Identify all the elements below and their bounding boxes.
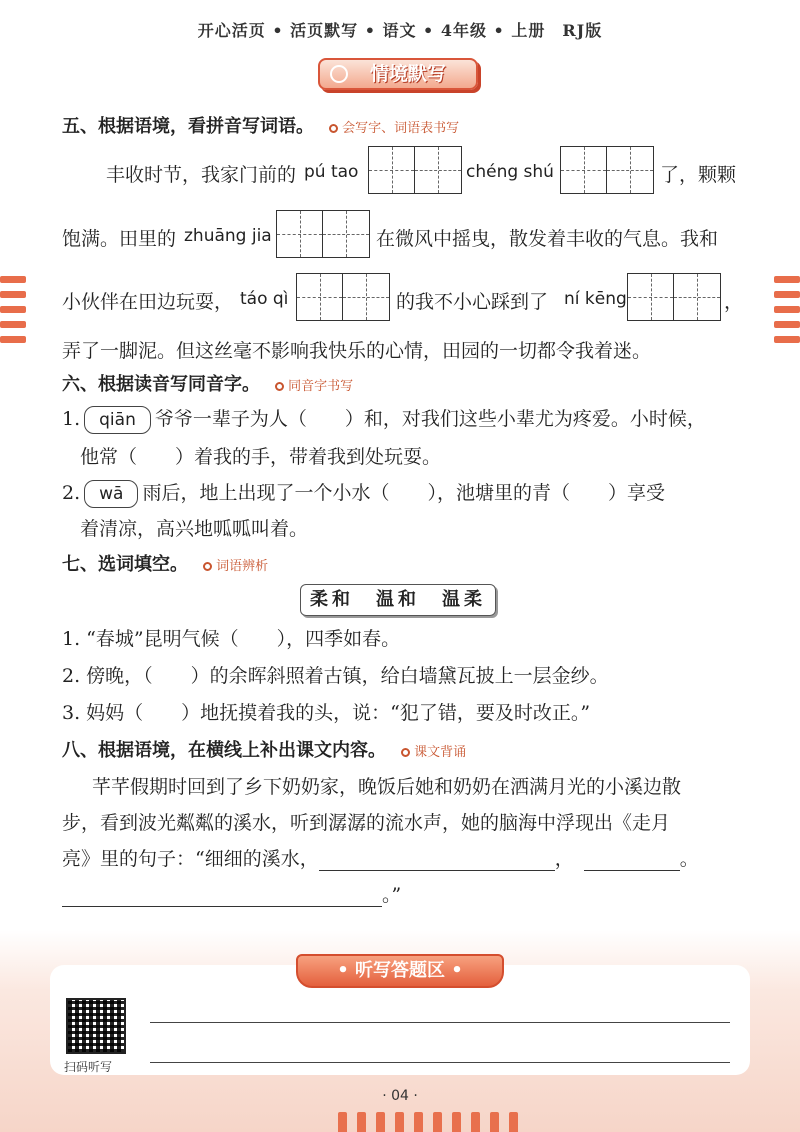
s5-answer-grid-4[interactable] — [296, 273, 390, 321]
s6-q1-line1 — [62, 404, 706, 434]
s8-line4-end: 。” — [382, 884, 402, 906]
s5-line2b: 在微风中摇曳，散发着丰收的气息。我和 — [376, 228, 719, 250]
s7-q1: 1. “春城”昆明气候（ ），四季如春。 — [62, 628, 401, 650]
s6-q1-number: 1. — [62, 408, 81, 430]
s6-q2-text-a: 雨后，地上出现了一个小水（ ），池塘里的青（ ）享受 — [142, 482, 665, 504]
s6-q2-line1 — [62, 478, 665, 508]
s5-answer-grid-3[interactable] — [276, 210, 370, 258]
dictation-answer-line-1[interactable] — [150, 1022, 730, 1023]
dictation-answer-line-2[interactable] — [150, 1062, 730, 1063]
s5-pinyin-putao: pú tao — [304, 162, 359, 182]
tag-icon — [203, 562, 212, 571]
section-6-tag-text: 同音字书写 — [288, 379, 354, 394]
section-8-tag — [401, 745, 466, 760]
right-decor-bars — [774, 276, 800, 351]
s5-line2a: 饱满。田里的 — [62, 228, 177, 250]
s5-line3c: ， — [724, 291, 744, 313]
s5-line1b: 了，颗颗 — [660, 164, 737, 186]
page-header: 开心活页 • 活页默写 • 语文 • 4年级 • 上册 RJ版 — [197, 21, 603, 40]
section-8-title: 八、根据语境，在横线上补出课文内容。 — [62, 740, 386, 761]
s5-answer-grid-1[interactable] — [368, 146, 462, 194]
s5-line3b: 的我不小心踩到了 — [396, 291, 549, 313]
s8-blank-2[interactable] — [584, 849, 680, 871]
section-banner — [318, 58, 478, 90]
page-number: · 04 · — [382, 1088, 418, 1104]
qr-label: 扫码听写 — [64, 1060, 113, 1074]
tag-icon — [275, 382, 284, 391]
section-5-tag — [329, 121, 459, 136]
s5-line1a: 丰收时节，我家门前的 — [106, 164, 297, 186]
s6-q2-number: 2. — [62, 482, 81, 504]
s5-pinyin-chengshu: chéng shú — [466, 162, 554, 182]
s6-q1-text-a: 爷爷一辈子为人（ ）和，对我们这些小辈尤为疼爱。小时候， — [154, 408, 706, 430]
s5-answer-grid-2[interactable] — [560, 146, 654, 194]
s8-line3-text: 亮》里的句子：“细细的溪水， — [62, 848, 319, 870]
s8-line1: 芊芊假期时回到了乡下奶奶家，晚饭后她和奶奶在洒满月光的小溪边散 — [92, 776, 682, 798]
s8-line3 — [62, 844, 699, 871]
section-6-title: 六、根据读音写同音字。 — [62, 374, 260, 395]
s8-period: 。 — [679, 848, 699, 870]
section-5-tag-text: 会写字、词语表书写 — [342, 121, 460, 136]
s6-pinyin-qian: qiān — [84, 406, 151, 434]
s7-q2: 2. 傍晚，（ ）的余晖斜照着古镇，给白墙黛瓦披上一层金纱。 — [62, 665, 609, 687]
banner-title: 情境默写 — [369, 63, 446, 85]
s5-answer-grid-5[interactable] — [627, 273, 721, 321]
s8-blank-3[interactable] — [62, 885, 382, 907]
bottom-decor-tabs — [338, 1112, 518, 1132]
s5-pinyin-nikeng: ní kēng — [564, 289, 627, 309]
s5-pinyin-zhuangjia: zhuāng jia — [184, 226, 272, 246]
s6-pinyin-wa: wā — [84, 480, 138, 508]
s8-comma: ， — [554, 848, 574, 870]
section-7-tag-text: 词语辨析 — [216, 559, 269, 574]
section-7-tag — [203, 559, 268, 574]
s7-q3: 3. 妈妈（ ）地抚摸着我的头，说：“犯了错，要及时改正。” — [62, 702, 591, 724]
section-8-tag-text: 课文背诵 — [414, 745, 467, 760]
s6-q1-line2: 他常（ ）着我的手，带着我到处玩耍。 — [80, 446, 442, 468]
s6-q2-line2: 着清凉，高兴地呱呱叫着。 — [80, 518, 309, 540]
section-6-heading — [62, 370, 353, 396]
section-7-title: 七、选词填空。 — [62, 554, 188, 575]
section-7-heading — [62, 550, 268, 576]
s8-line2: 步，看到波光粼粼的溪水，听到潺潺的流水声，她的脑海中浮现出《走月 — [62, 812, 671, 834]
s5-line3a: 小伙伴在田边玩耍， — [62, 291, 234, 313]
left-decor-bars — [0, 276, 26, 351]
section-5-title: 五、根据语境，看拼音写词语。 — [62, 116, 314, 137]
section-8-heading — [62, 736, 466, 762]
s5-line4: 弄了一脚泥。但这丝毫不影响我快乐的心情，田园的一切都令我着迷。 — [62, 340, 652, 362]
section-5-heading — [62, 112, 459, 138]
dictation-title: • 听写答题区 • — [296, 954, 504, 988]
tag-icon — [329, 124, 338, 133]
flower-icon — [330, 65, 348, 83]
s5-pinyin-taoqi: táo qì — [240, 289, 289, 309]
qr-code-icon[interactable] — [66, 998, 126, 1054]
word-choice-box: 柔和 温和 温柔 — [300, 584, 496, 616]
section-6-tag — [275, 379, 353, 394]
tag-icon — [401, 748, 410, 757]
s8-line4 — [62, 880, 401, 907]
s8-blank-1[interactable] — [319, 849, 555, 871]
